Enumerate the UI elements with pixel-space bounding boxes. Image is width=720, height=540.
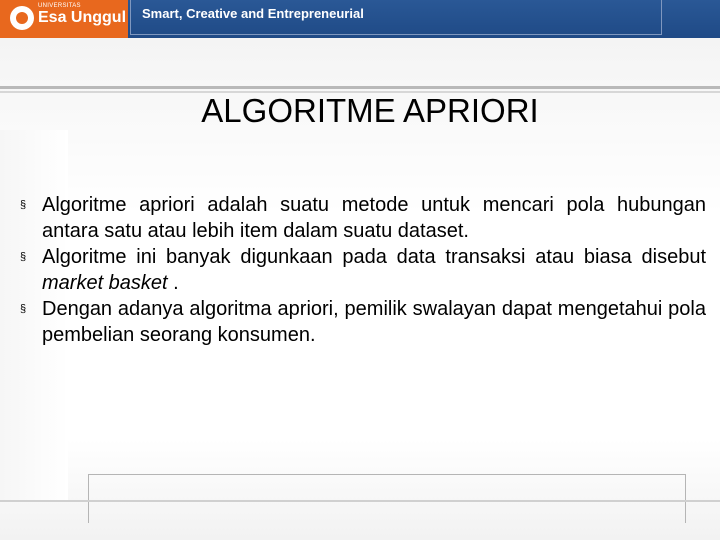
- footer-frame: [88, 474, 686, 523]
- logo-text: Esa Unggul: [38, 9, 127, 26]
- bullet-item: [20, 296, 706, 348]
- bullet-emphasis: market basket: [42, 272, 168, 294]
- bullet-marker-icon: §: [20, 199, 27, 211]
- bullet-marker-icon: §: [20, 251, 27, 263]
- logo-subtext: UNIVERSITAS: [38, 3, 81, 9]
- bullet-text: [42, 244, 706, 296]
- footer-line: [0, 500, 720, 502]
- bullet-text: Dengan adanya algoritma apriori, pemilik swalayan dapat mengetahui pola pembelian seorang konsumen.: [42, 298, 706, 346]
- decorative-stripe: [0, 86, 720, 89]
- bullet-text: Algoritme apriori adalah suatu metode untuk mencari pola hubungan antara satu atau lebih item dalam suatu dataset.: [42, 194, 706, 242]
- bullet-list: [20, 192, 706, 348]
- university-logo: [0, 0, 128, 38]
- bullet-text-part: .: [167, 272, 179, 294]
- bullet-item: [20, 192, 706, 244]
- bullet-text-part: Algoritme ini banyak digunkaan pada data transaksi atau biasa disebut: [42, 246, 706, 268]
- logo-mark-icon: [10, 6, 34, 30]
- header-bar: [0, 0, 720, 38]
- bullet-marker-icon: §: [20, 303, 27, 315]
- bullet-item: [20, 244, 706, 296]
- tagline: Smart, Creative and Entrepreneurial: [142, 6, 364, 21]
- slide-title: ALGORITME APRIORI: [201, 92, 539, 129]
